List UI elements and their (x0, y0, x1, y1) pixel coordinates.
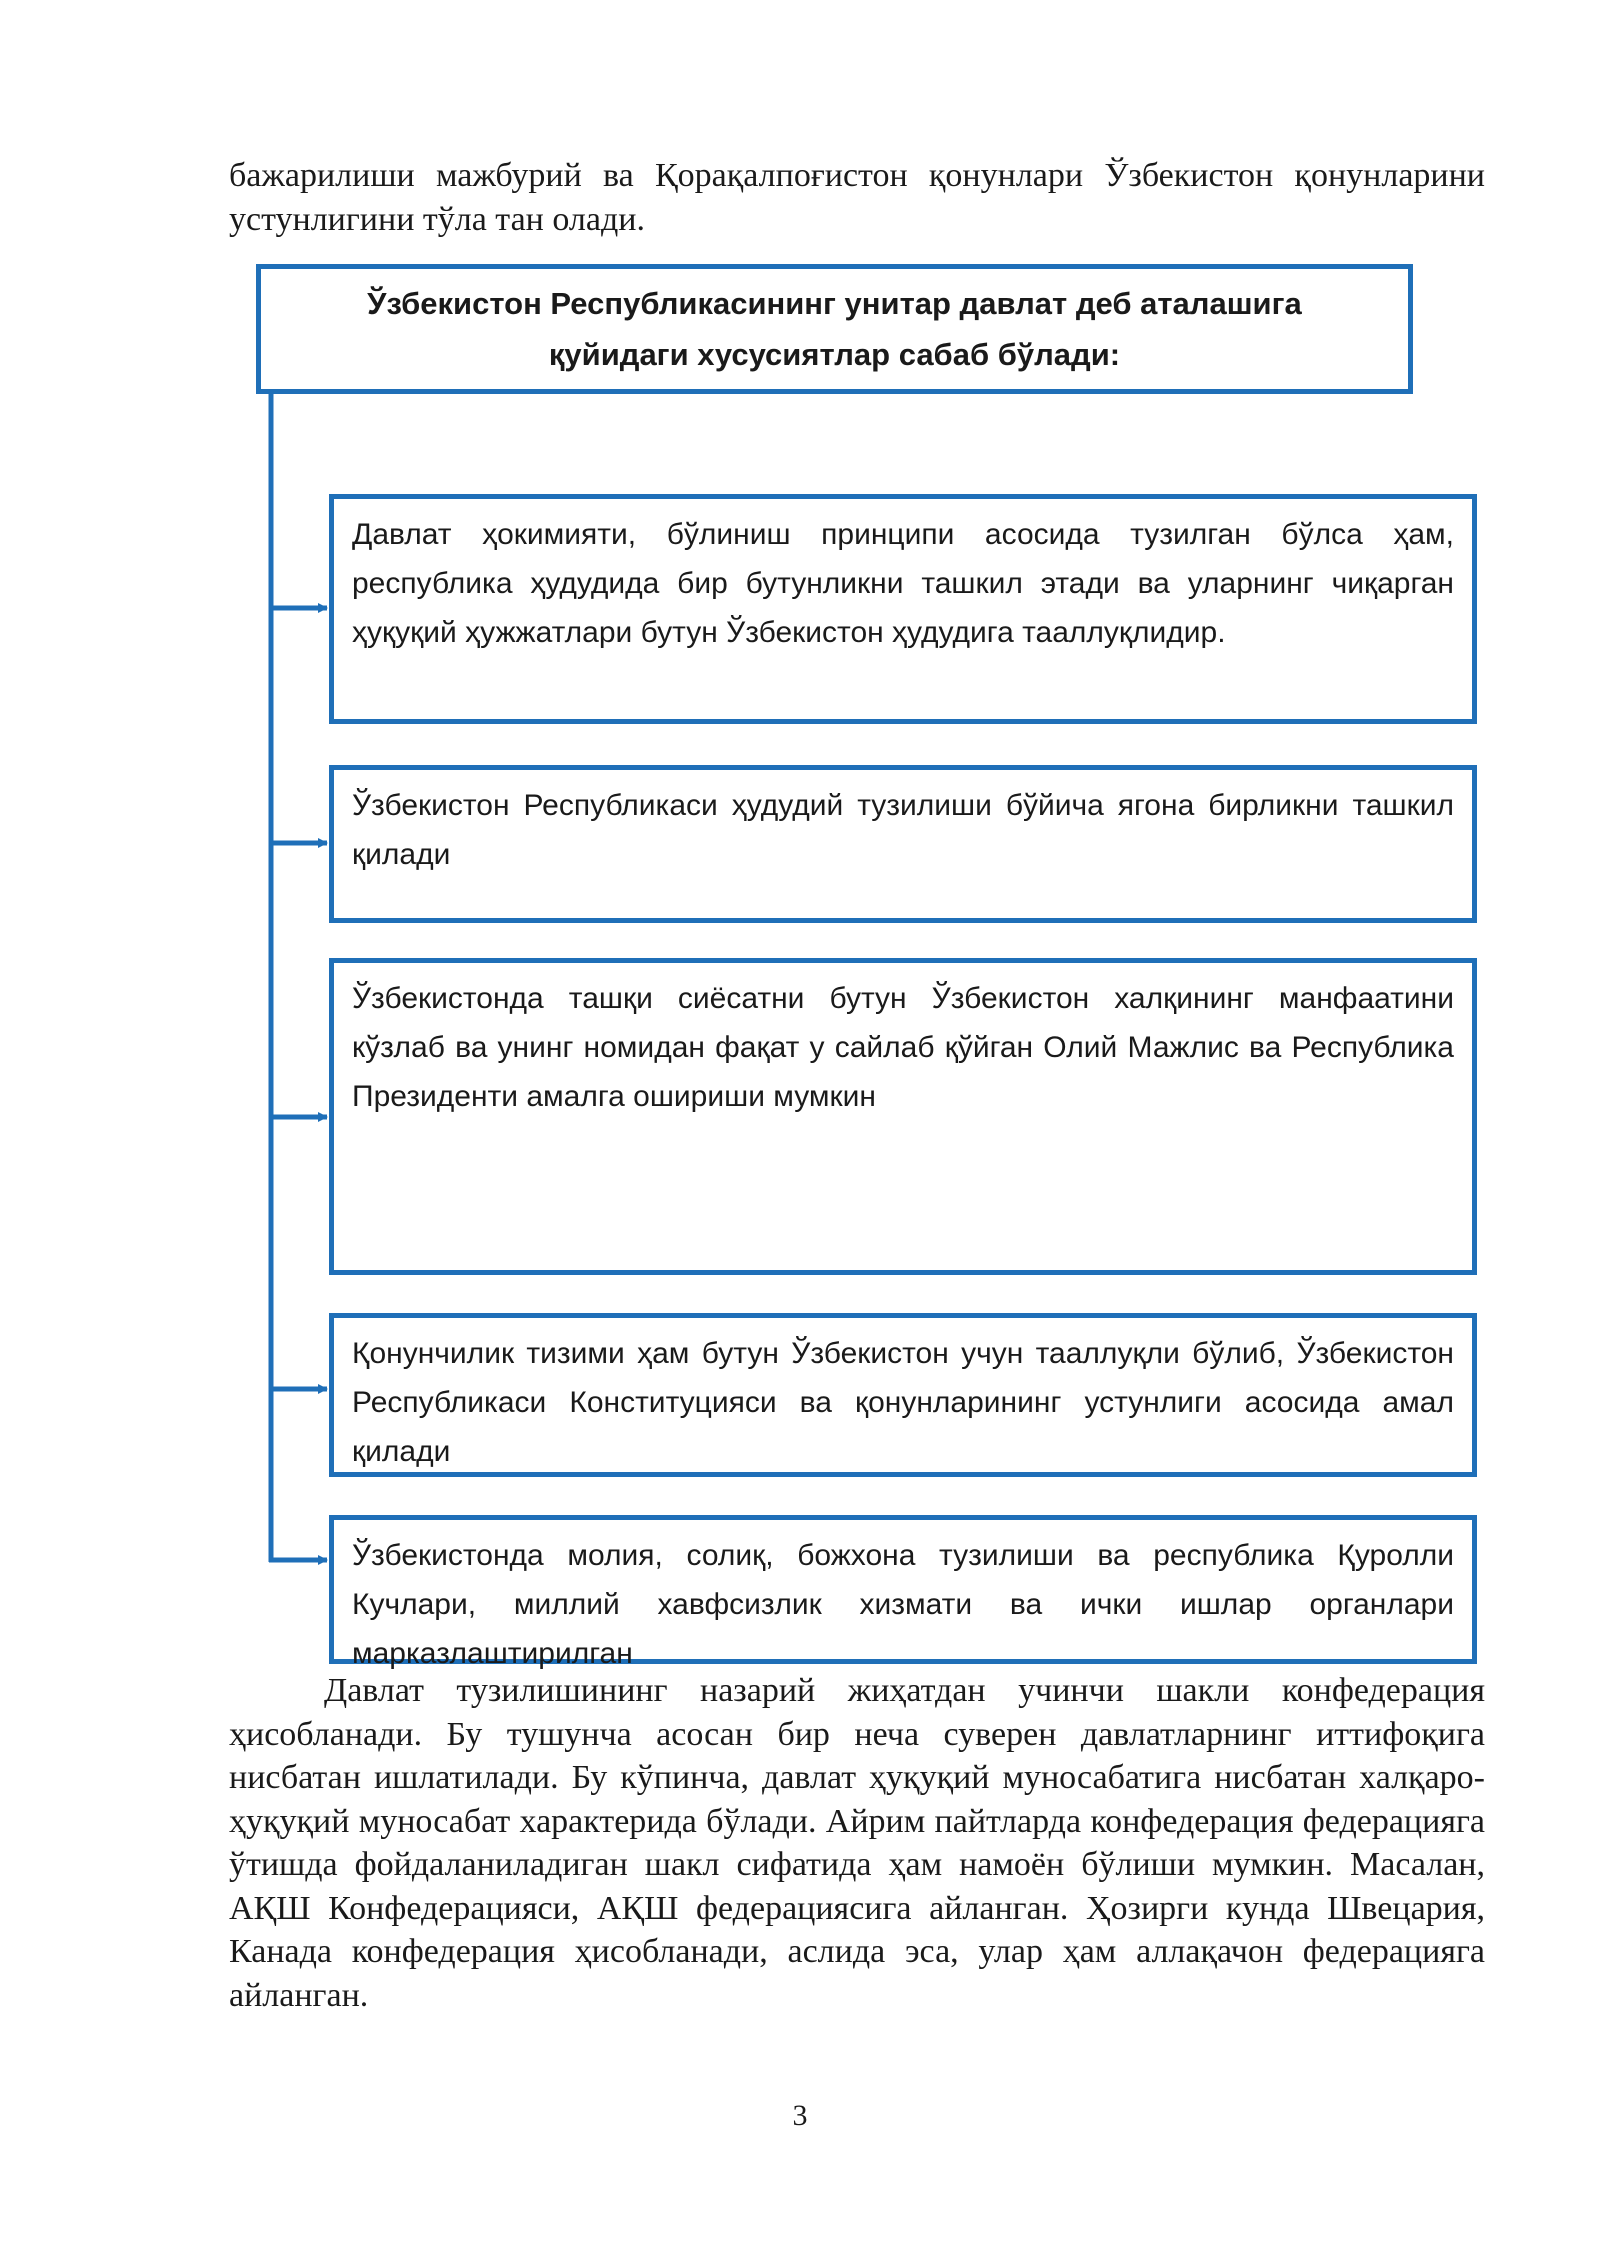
diagram-item-text: Давлат ҳокимияти, бўлиниш принципи асосида тузилган бўлса ҳам, республика ҳудудида бир бутунликни ташкил этади ва уларнинг чиқарган ҳуқуқий ҳужжатлари бутун Ўзбекистон ҳудудига тааллуқлидир. (352, 518, 1454, 649)
diagram-item-4 (329, 1313, 1477, 1477)
diagram-title: Ўзбекистон Республикасининг унитар давлат деб аталашига қуйидаги хусусиятлар сабаб бўлади: (367, 286, 1302, 372)
page-number: 3 (792, 2099, 808, 2132)
diagram-item-2 (329, 765, 1477, 923)
body-paragraph: Давлат тузилишининг назарий жиҳатдан учинчи шакли конфедерация ҳисобланади. Бу тушунча асосан бир неча суверен давлатларнинг иттифоқига нисбатан ишлатилади. Бу кўпинча, давлат ҳуқуқий муносабатига нисбатан халқаро-ҳуқуқий муносабат характерида бўлади. Айрим пайтларда конфедерация федерацияга ўтишда фойдаланиладиган шакл сифатида ҳам намоён бўлиши мумкин. Масалан, АҚШ Конфедерацияси, АҚШ федерациясига айланган. Ҳозирги кунда Швецария, Канада конфедерация ҳисобланади, аслида эса, улар ҳам аллақачон федерацияга айланган. (229, 1672, 1485, 2014)
diagram-item-1 (329, 494, 1477, 724)
diagram-title-box (256, 264, 1413, 394)
diagram-item-text: Ўзбекистон Республикаси ҳудудий тузилиши бўйича ягона бирликни ташкил қилади (352, 789, 1454, 871)
intro-paragraph: бажарилиши мажбурий ва Қорақалпоғистон қонунлари Ўзбекистон қонунларини устунлигини тўла тан олади. (229, 157, 1485, 238)
diagram-item-text: Ўзбекистонда ташқи сиёсатни бутун Ўзбекистон халқининг манфаатини кўзлаб ва унинг номидан фақат у сайлаб қўйган Олий Мажлис ва Республика Президенти амалга ошириши мумкин (352, 982, 1454, 1113)
diagram-item-3 (329, 958, 1477, 1275)
diagram-item-5 (329, 1515, 1477, 1670)
diagram-item-text: Ўзбекистонда молия, солиқ, божхона тузилиши ва республика Қуролли Кучлари, миллий хавфсизлик хизмати ва ички ишлар органлари марказлаштирилган (352, 1539, 1454, 1670)
diagram-item-text: Қонунчилик тизими ҳам бутун Ўзбекистон учун тааллуқли бўлиб, Ўзбекистон Республикаси Конституцияси ва қонунларининг устунлиги асосида амал қилади (352, 1337, 1454, 1468)
